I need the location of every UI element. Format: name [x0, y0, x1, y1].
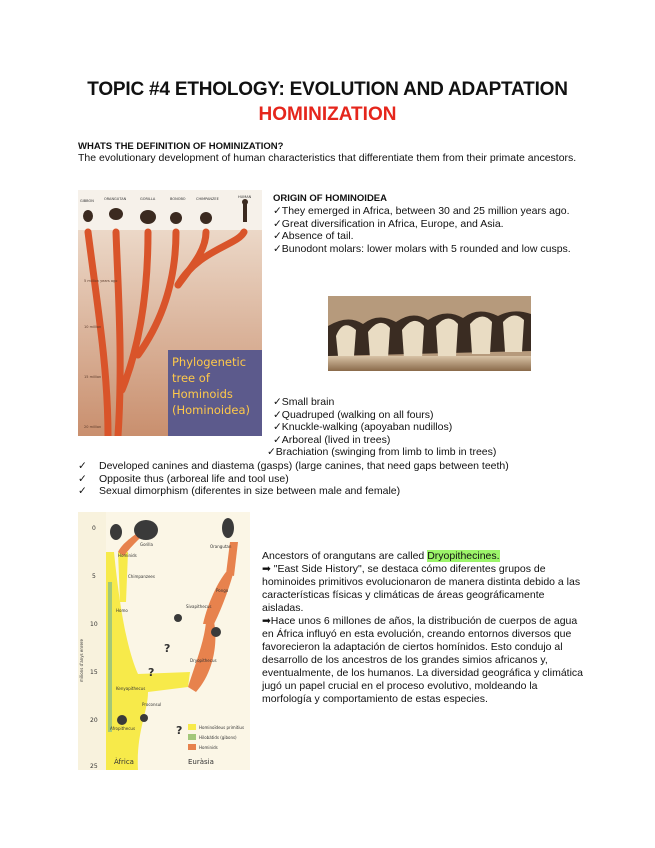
origin-item: ✓Great diversification in Africa, Europe, and Asia. [273, 217, 504, 230]
species-label: HUMAN [238, 195, 252, 199]
taxon-label: Homo [116, 608, 128, 613]
axis-tick: 5 [92, 573, 96, 580]
orangutan-paragraph: ➡ "East Side History", se destaca cómo diferentes grupos de hominoides primitivos evolucionaron de manera distinta debido a las características físicas y climáticas de áreas geográficamente aisladas. [262, 563, 581, 614]
legend-label: Hominoïdeus primitius [199, 725, 245, 730]
trait-brachiation: ✓Brachiation (swinging from limb to limb in trees) [267, 446, 497, 458]
svg-text:?: ? [176, 724, 183, 737]
species-label: CHIMPANZEE [196, 197, 219, 201]
origin-title: ORIGIN OF HOMINOIDEA [273, 193, 387, 204]
species-label: ORANGUTAN [104, 197, 127, 201]
orangutan-sentence [262, 550, 587, 563]
time-label: 5 million years ago [84, 279, 118, 283]
traits-indented-list [273, 396, 603, 446]
y-axis-label: milions d'anys enrere [79, 639, 84, 682]
legend-label: Hilobàtids (gibons) [199, 735, 237, 740]
taxon-label: Proconsul [142, 702, 162, 707]
check-icon: ✓ [78, 460, 87, 472]
caption-line: Hominoids [172, 387, 233, 401]
time-label: 20 million [84, 425, 102, 429]
svg-text:?: ? [164, 642, 171, 655]
region-label: Euràsia [188, 758, 214, 766]
taxon-label: Kenyapithecus [116, 686, 146, 691]
check-icon: ✓ [78, 485, 87, 498]
highlighted-term: Dryopithecines. [427, 550, 500, 562]
legend-label: Hominids [199, 745, 218, 750]
definition-question: WHATS THE DEFINITION OF HOMINIZATION? [78, 141, 284, 152]
definition-answer: The evolutionary development of human characteristics that differentiate them from their primate ancestors. [78, 152, 577, 164]
check-icon: ✓ [78, 472, 87, 485]
taxon-label: Pongo [216, 588, 229, 593]
trait-text: Developed canines and diastema (gasps) (large canines, that need gaps between teeth) [99, 460, 509, 472]
origin-item: ✓Bunodont molars: lower molars with 5 rounded and low cusps. [273, 242, 571, 255]
axis-tick: 25 [90, 763, 98, 770]
taxon-label: Hominids [118, 553, 137, 558]
axis-tick: 10 [90, 621, 98, 628]
time-label: 15 million [84, 375, 102, 379]
trait-text: Opposite thus (arboreal life and tool use) [99, 472, 289, 485]
axis-tick: 20 [90, 717, 98, 724]
svg-text:?: ? [148, 666, 155, 679]
species-label: GORILLA [140, 197, 156, 201]
page-subtitle: HOMINIZATION [258, 104, 397, 125]
caption-line: tree of [172, 371, 210, 385]
axis-tick: 0 [92, 525, 96, 532]
phylogenetic-tree-figure [78, 190, 262, 436]
trait-row [78, 460, 618, 473]
trait-row [78, 485, 618, 498]
origin-item: ✓They emerged in Africa, between 30 and 25 million years ago. [273, 205, 570, 217]
orangutan-paragraph: ➡Hace unos 6 millones de años, la distribución de cuerpos de agua en África influyó en esta evolución, creando entornos diversos que favorecieron la adaptación de ciertos homínidos. Esto condujo al desarrollo de los ancestros de los grandes simios africanos y, eventualmente, de los humanos. La diversidad geográfica y climática jugó un papel crucial en el proceso evolutivo, moldeando la morfología y comportamiento de estas especies. [262, 615, 584, 705]
axis-tick: 15 [90, 669, 98, 676]
trait-item: ✓Small brain [273, 396, 335, 408]
taxon-label: Orangutan [210, 544, 232, 549]
page-title: TOPIC #4 ETHOLOGY: EVOLUTION AND ADAPTATION [87, 79, 568, 100]
taxon-label: Sivapithecus [186, 604, 212, 609]
hylobatid-lineage [108, 582, 112, 732]
sentence-prefix: Ancestors of orangutans are called [262, 550, 428, 562]
traits-list [78, 460, 618, 498]
molar-teeth-image [328, 296, 531, 371]
trait-item: ✓Arboreal (lived in trees) [273, 433, 391, 446]
trait-item: ✓Quadruped (walking on all fours) [273, 408, 434, 421]
taxon-label: Dryopithecus [190, 658, 217, 663]
species-label: BONOBO [170, 197, 186, 201]
taxon-label: Afropithecus [110, 726, 136, 731]
caption-line: (Hominoidea) [172, 403, 250, 417]
evolution-map-figure [78, 512, 250, 770]
trait-item: ✓Knuckle-walking (apoyaban nudillos) [273, 421, 453, 434]
taxon-label: Gorilla [140, 542, 153, 547]
trait-text: Sexual dimorphism (diferentes in size between male and female) [99, 485, 401, 498]
species-label: GIBBON [80, 199, 94, 203]
origin-item: ✓Absence of tail. [273, 230, 354, 243]
trait-row [78, 473, 618, 486]
caption-line: Phylogenetic [172, 355, 247, 369]
taxon-label: Chimpanzees [128, 574, 155, 579]
time-label: 10 million [84, 325, 102, 329]
origin-list [273, 205, 583, 255]
region-label: Àfrica [114, 758, 134, 766]
orangutan-section [262, 550, 587, 706]
